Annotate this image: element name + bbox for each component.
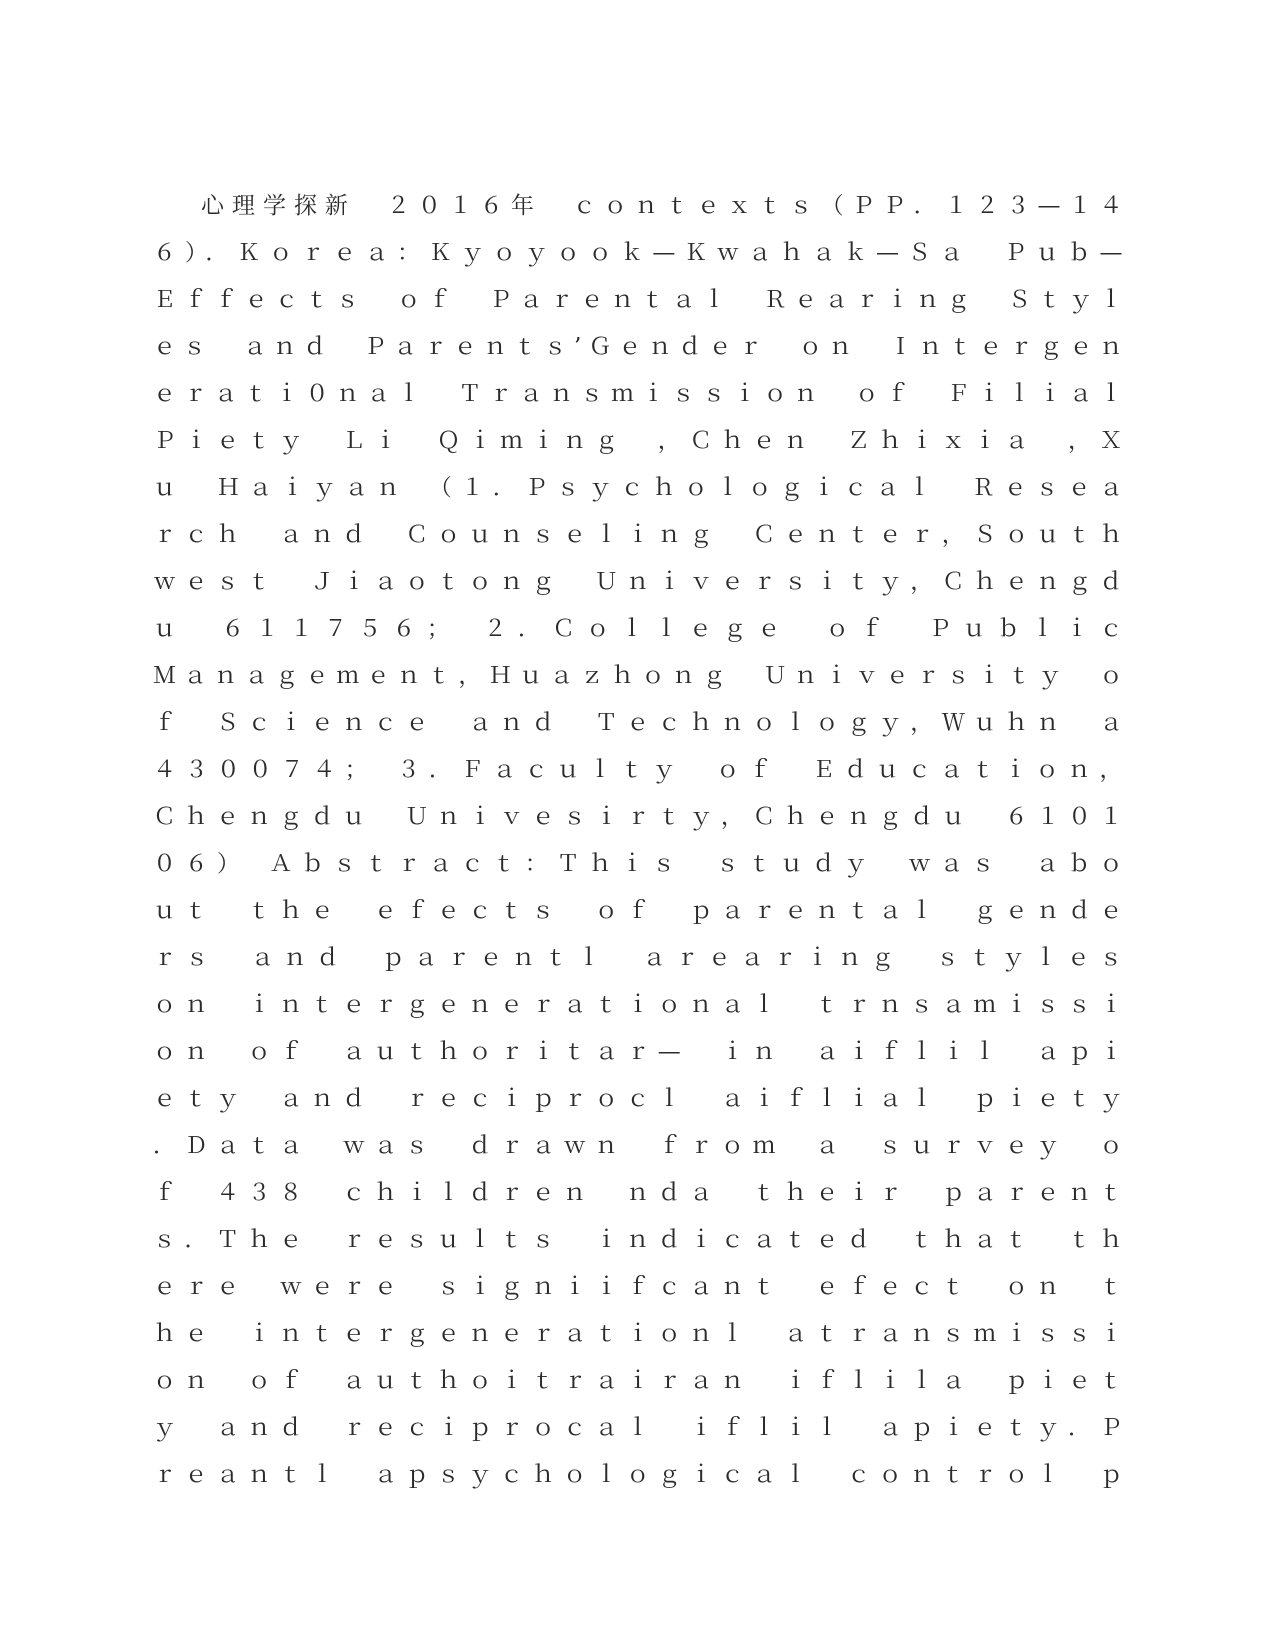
text-line: ０６） Ａｂｓｔｒａｃｔ：Ｔｈｉｓ ｓｔｕｄｙ ｗａｓ ａｂｏ xyxy=(153,851,1123,877)
text-line: ｅｒｅ ｗｅｒｅ ｓｉｇｎｉｉｆｃａｎｔ ｅｆｅｃｔ ｏｎ ｔ xyxy=(153,1274,1123,1300)
text-line: Ｃｈｅｎｇｄｕ Ｕｎｉｖｅｓｉｒｔｙ，Ｃｈｅｎｇｄｕ ６１０１ xyxy=(153,804,1123,830)
text-line: ｅｓ ａｎｄ Ｐａｒｅｎｔｓ’Ｇｅｎｄｅｒ ｏｎ Ｉｎｔｅｒｇｅｎ xyxy=(153,334,1123,360)
text-line: ｒｓ ａｎｄ ｐａｒｅｎｔｌ ａｒｅａｒｉｎｇ ｓｔｙｌｅｓ xyxy=(153,945,1123,971)
text-line: ．Ｄａｔａ ｗａｓ ｄｒａｗｎ ｆｒｏｍ ａ ｓｕｒｖｅｙ ｏ xyxy=(153,1133,1123,1159)
text-line: ｒｅａｎｔｌ ａｐｓｙｃｈｏｌｏｇｉｃａｌ ｃｏｎｔｒｏｌ ｐ xyxy=(153,1462,1123,1488)
text-line: ｕ ６１１７５６； ２．Ｃｏｌｌｅｇｅ ｏｆ Ｐｕｂｌｉｃ xyxy=(153,616,1123,642)
text-line: ｓ．Ｔｈｅ ｒｅｓｕｌｔｓ ｉｎｄｉｃａｔｅｄ ｔｈａｔ ｔｈ xyxy=(153,1227,1123,1253)
text-line: ４３００７４； ３．Ｆａｃｕｌｔｙ ｏｆ Ｅｄｕｃａｔｉｏｎ， xyxy=(153,757,1123,783)
text-line: ｏｎ ｉｎｔｅｒｇｅｎｅｒａｔｉｏｎａｌ ｔｒｎｓａｍｉｓｓｉ xyxy=(153,992,1123,1018)
text-line: ６）．Ｋｏｒｅａ：Ｋｙｏｙｏｏｋ—Ｋｗａｈａｋ—Ｓａ Ｐｕｂ— xyxy=(153,240,1123,266)
text-line: 心理学探新 ２０１６年 ｃｏｎｔｅｘｔｓ（ＰＰ．１２３—１４ xyxy=(201,193,1123,219)
text-line: ｒｃｈ ａｎｄ Ｃｏｕｎｓｅｌｉｎｇ Ｃｅｎｔｅｒ，Ｓｏｕｔｈ xyxy=(153,522,1123,548)
text-line: ｆ ４３８ ｃｈｉｌｄｒｅｎ ｎｄａ ｔｈｅｉｒ ｐａｒｅｎｔ xyxy=(153,1180,1123,1206)
text-line: ｈｅ ｉｎｔｅｒｇｅｎｅｒａｔｉｏｎｌ ａｔｒａｎｓｍｉｓｓｉ xyxy=(153,1321,1123,1347)
text-line: ｏｎ ｏｆ ａｕｔｈｏｒｉｔａｒ— ｉｎ ａｉｆｌｉｌ ａｐｉ xyxy=(153,1039,1123,1065)
text-line: ｏｎ ｏｆ ａｕｔｈｏｉｔｒａｉｒａｎ ｉｆｌｉｌａ ｐｉｅｔ xyxy=(153,1368,1123,1394)
text-line: ｗｅｓｔ Ｊｉａｏｔｏｎｇ Ｕｎｉｖｅｒｓｉｔｙ，Ｃｈｅｎｇｄ xyxy=(153,569,1123,595)
text-line: ｕｔ ｔｈｅ ｅｆｅｃｔｓ ｏｆ ｐａｒｅｎｔａｌ ｇｅｎｄｅ xyxy=(153,898,1123,924)
text-line: ｙ ａｎｄ ｒｅｃｉｐｒｏｃａｌ ｉｆｌｉｌ ａｐｉｅｔｙ．Ｐ xyxy=(153,1415,1123,1441)
text-line: ｅｔｙ ａｎｄ ｒｅｃｉｐｒｏｃｌ ａｉｆｌｉａｌ ｐｉｅｔｙ xyxy=(153,1086,1123,1112)
text-line: Ｍａｎａｇｅｍｅｎｔ，Ｈｕａｚｈｏｎｇ Ｕｎｉｖｅｒｓｉｔｙ ｏ xyxy=(153,663,1123,689)
text-line: ｆ Ｓｃｉｅｎｃｅ ａｎｄ Ｔｅｃｈｎｏｌｏｇｙ，Ｗｕｈｎ ａ xyxy=(153,710,1123,736)
text-line: ｅｒａｔｉ０ｎａｌ Ｔｒａｎｓｍｉｓｓｉｏｎ ｏｆ Ｆｉｌｉａｌ xyxy=(153,381,1123,407)
body-text xyxy=(153,183,1123,1499)
text-line: Ｅｆｆｅｃｔｓ ｏｆ Ｐａｒｅｎｔａｌ Ｒｅａｒｉｎｇ Ｓｔｙｌ xyxy=(153,287,1123,313)
text-line: ｕ Ｈａｉｙａｎ （１．Ｐｓｙｃｈｏｌｏｇｉｃａｌ Ｒｅｓｅａ xyxy=(153,475,1123,501)
text-line: Ｐｉｅｔｙ Ｌｉ Ｑｉｍｉｎｇ ，Ｃｈｅｎ Ｚｈｉｘｉａ ，Ｘ xyxy=(153,428,1123,454)
